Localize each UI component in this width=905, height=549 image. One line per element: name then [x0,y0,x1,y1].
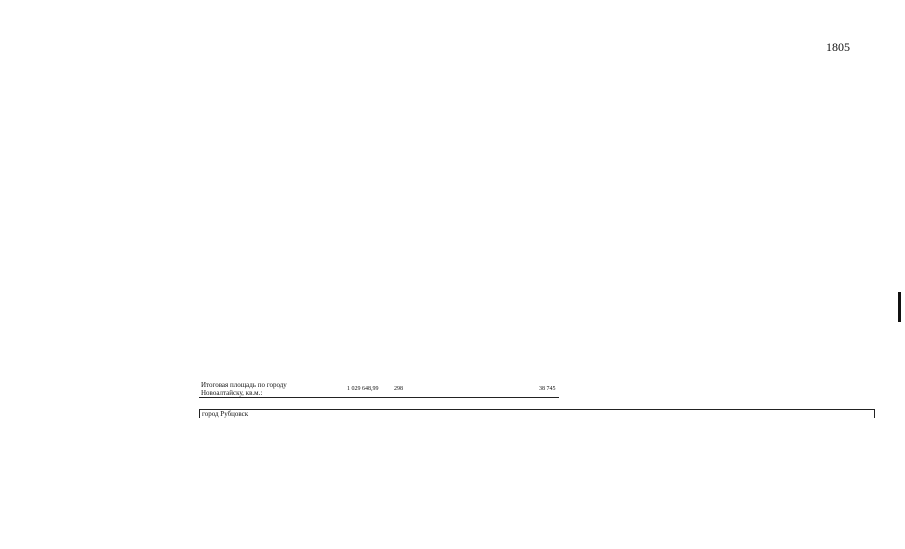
page-number: 1805 [826,40,850,54]
total-flats: 38 745 [539,386,556,392]
total-underline [199,397,559,398]
total-count: 298 [394,386,403,392]
city-heading: город Рубцовск [199,409,875,418]
total-area: 1 029 648,99 [347,386,379,392]
binding-mark [898,292,901,322]
total-label: Итоговая площадь по городу Новоалтайску, кв.м.: [201,381,287,397]
